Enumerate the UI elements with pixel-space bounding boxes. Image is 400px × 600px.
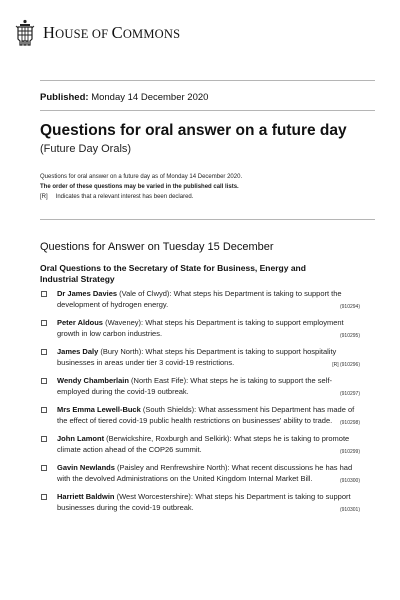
question-text: What steps his Department is taking to support the development of hydrogen energy. [57, 289, 342, 309]
question-constituency: (Waveney): [102, 318, 146, 327]
question-bullet-box [41, 378, 47, 384]
header-divider [40, 80, 375, 81]
question-text: What steps his Department is taking to support hospitality businesses in areas under tier 3 covid-19 restrictions. [57, 347, 337, 367]
question-member: Gavin Newlands [57, 463, 115, 472]
question-item [40, 347, 360, 368]
question-text: What assessment his Department has made of the effect of tiered covid-19 public health restrictions on businesses' ability to trade. [57, 405, 355, 425]
question-member: John Lamont [57, 434, 105, 443]
question-item [40, 376, 360, 397]
published-divider [40, 110, 375, 111]
published-label: Published: [40, 92, 89, 103]
question-reference: (910300) [339, 478, 360, 484]
question-reference: [R] (910296) [332, 362, 360, 368]
question-text: What steps he is taking to promote climate action ahead of the COP26 summit. [57, 434, 350, 454]
portcullis-icon [15, 19, 35, 47]
intro-line-interest: [R] Indicates that a relevant interest has been declared. [40, 194, 194, 200]
question-text: What recent discussions he has had with the devolved Administrations on the United Kingdom Internal Market Bill. [57, 463, 353, 483]
question-bullet-box [41, 494, 47, 500]
question-item [40, 289, 360, 310]
question-bullet-box [41, 320, 47, 326]
question-member: Dr James Davies [57, 289, 118, 298]
question-text: What steps he is taking to support the self-employed during the covid-19 outbreak. [57, 376, 332, 396]
page-title: Questions for oral answer on a future day [40, 122, 347, 139]
question-item [40, 434, 360, 455]
page-subtitle: (Future Day Orals) [40, 143, 132, 155]
question-bullet-box [41, 291, 47, 297]
intro-divider [40, 219, 375, 220]
house-of-commons-header [15, 18, 180, 48]
day-heading: Questions for Answer on Tuesday 15 December [40, 241, 274, 253]
question-bullet-box [41, 436, 47, 442]
question-bullet-box [41, 349, 47, 355]
intro-line-order: The order of these questions may be varied in the published call lists. [40, 184, 239, 190]
intro-notes [40, 172, 360, 202]
question-constituency: (Vale of Clwyd): [117, 289, 174, 298]
question-member: Mrs Emma Lewell-Buck [57, 405, 141, 414]
question-constituency: (North East Fife): [128, 376, 191, 385]
question-item [40, 492, 360, 513]
question-constituency: (West Worcestershire): [114, 492, 196, 501]
question-member: Harriett Baldwin [57, 492, 115, 501]
house-of-commons-wordmark: HOUSE OF COMMONS [43, 23, 181, 42]
question-constituency: (South Shields): [140, 405, 199, 414]
question-item [40, 463, 360, 484]
question-text: What steps his Department is taking to support employment growth in low carbon industries. [57, 318, 344, 338]
question-member: Peter Aldous [57, 318, 103, 327]
question-item [40, 405, 360, 426]
question-reference: (910295) [339, 333, 360, 339]
question-bullet-box [41, 407, 47, 413]
question-reference: (910297) [339, 391, 360, 397]
published-date: Monday 14 December 2020 [91, 92, 209, 103]
published-line [40, 92, 208, 103]
question-reference: (910301) [339, 507, 360, 513]
question-reference: (910298) [339, 420, 360, 426]
question-reference: (910299) [339, 449, 360, 455]
question-text: What steps his Department is taking to support businesses during the covid-19 outbreak. [57, 492, 351, 512]
question-constituency: (Bury North): [98, 347, 146, 356]
question-member: Wendy Chamberlain [57, 376, 129, 385]
question-constituency: (Berwickshire, Roxburgh and Selkirk): [104, 434, 234, 443]
question-item [40, 318, 360, 339]
question-bullet-box [41, 465, 47, 471]
question-member: James Daly [57, 347, 99, 356]
interest-tag: [R] [40, 194, 48, 200]
department-heading: Oral Questions to the Secretary of State for Business, Energy and Industrial Strategy [40, 263, 306, 284]
question-list [40, 289, 360, 513]
question-constituency: (Paisley and Renfrewshire North): [114, 463, 232, 472]
intro-line-date: Questions for oral answer on a future day as of Monday 14 December 2020. [40, 174, 243, 180]
question-reference: (910294) [339, 304, 360, 310]
